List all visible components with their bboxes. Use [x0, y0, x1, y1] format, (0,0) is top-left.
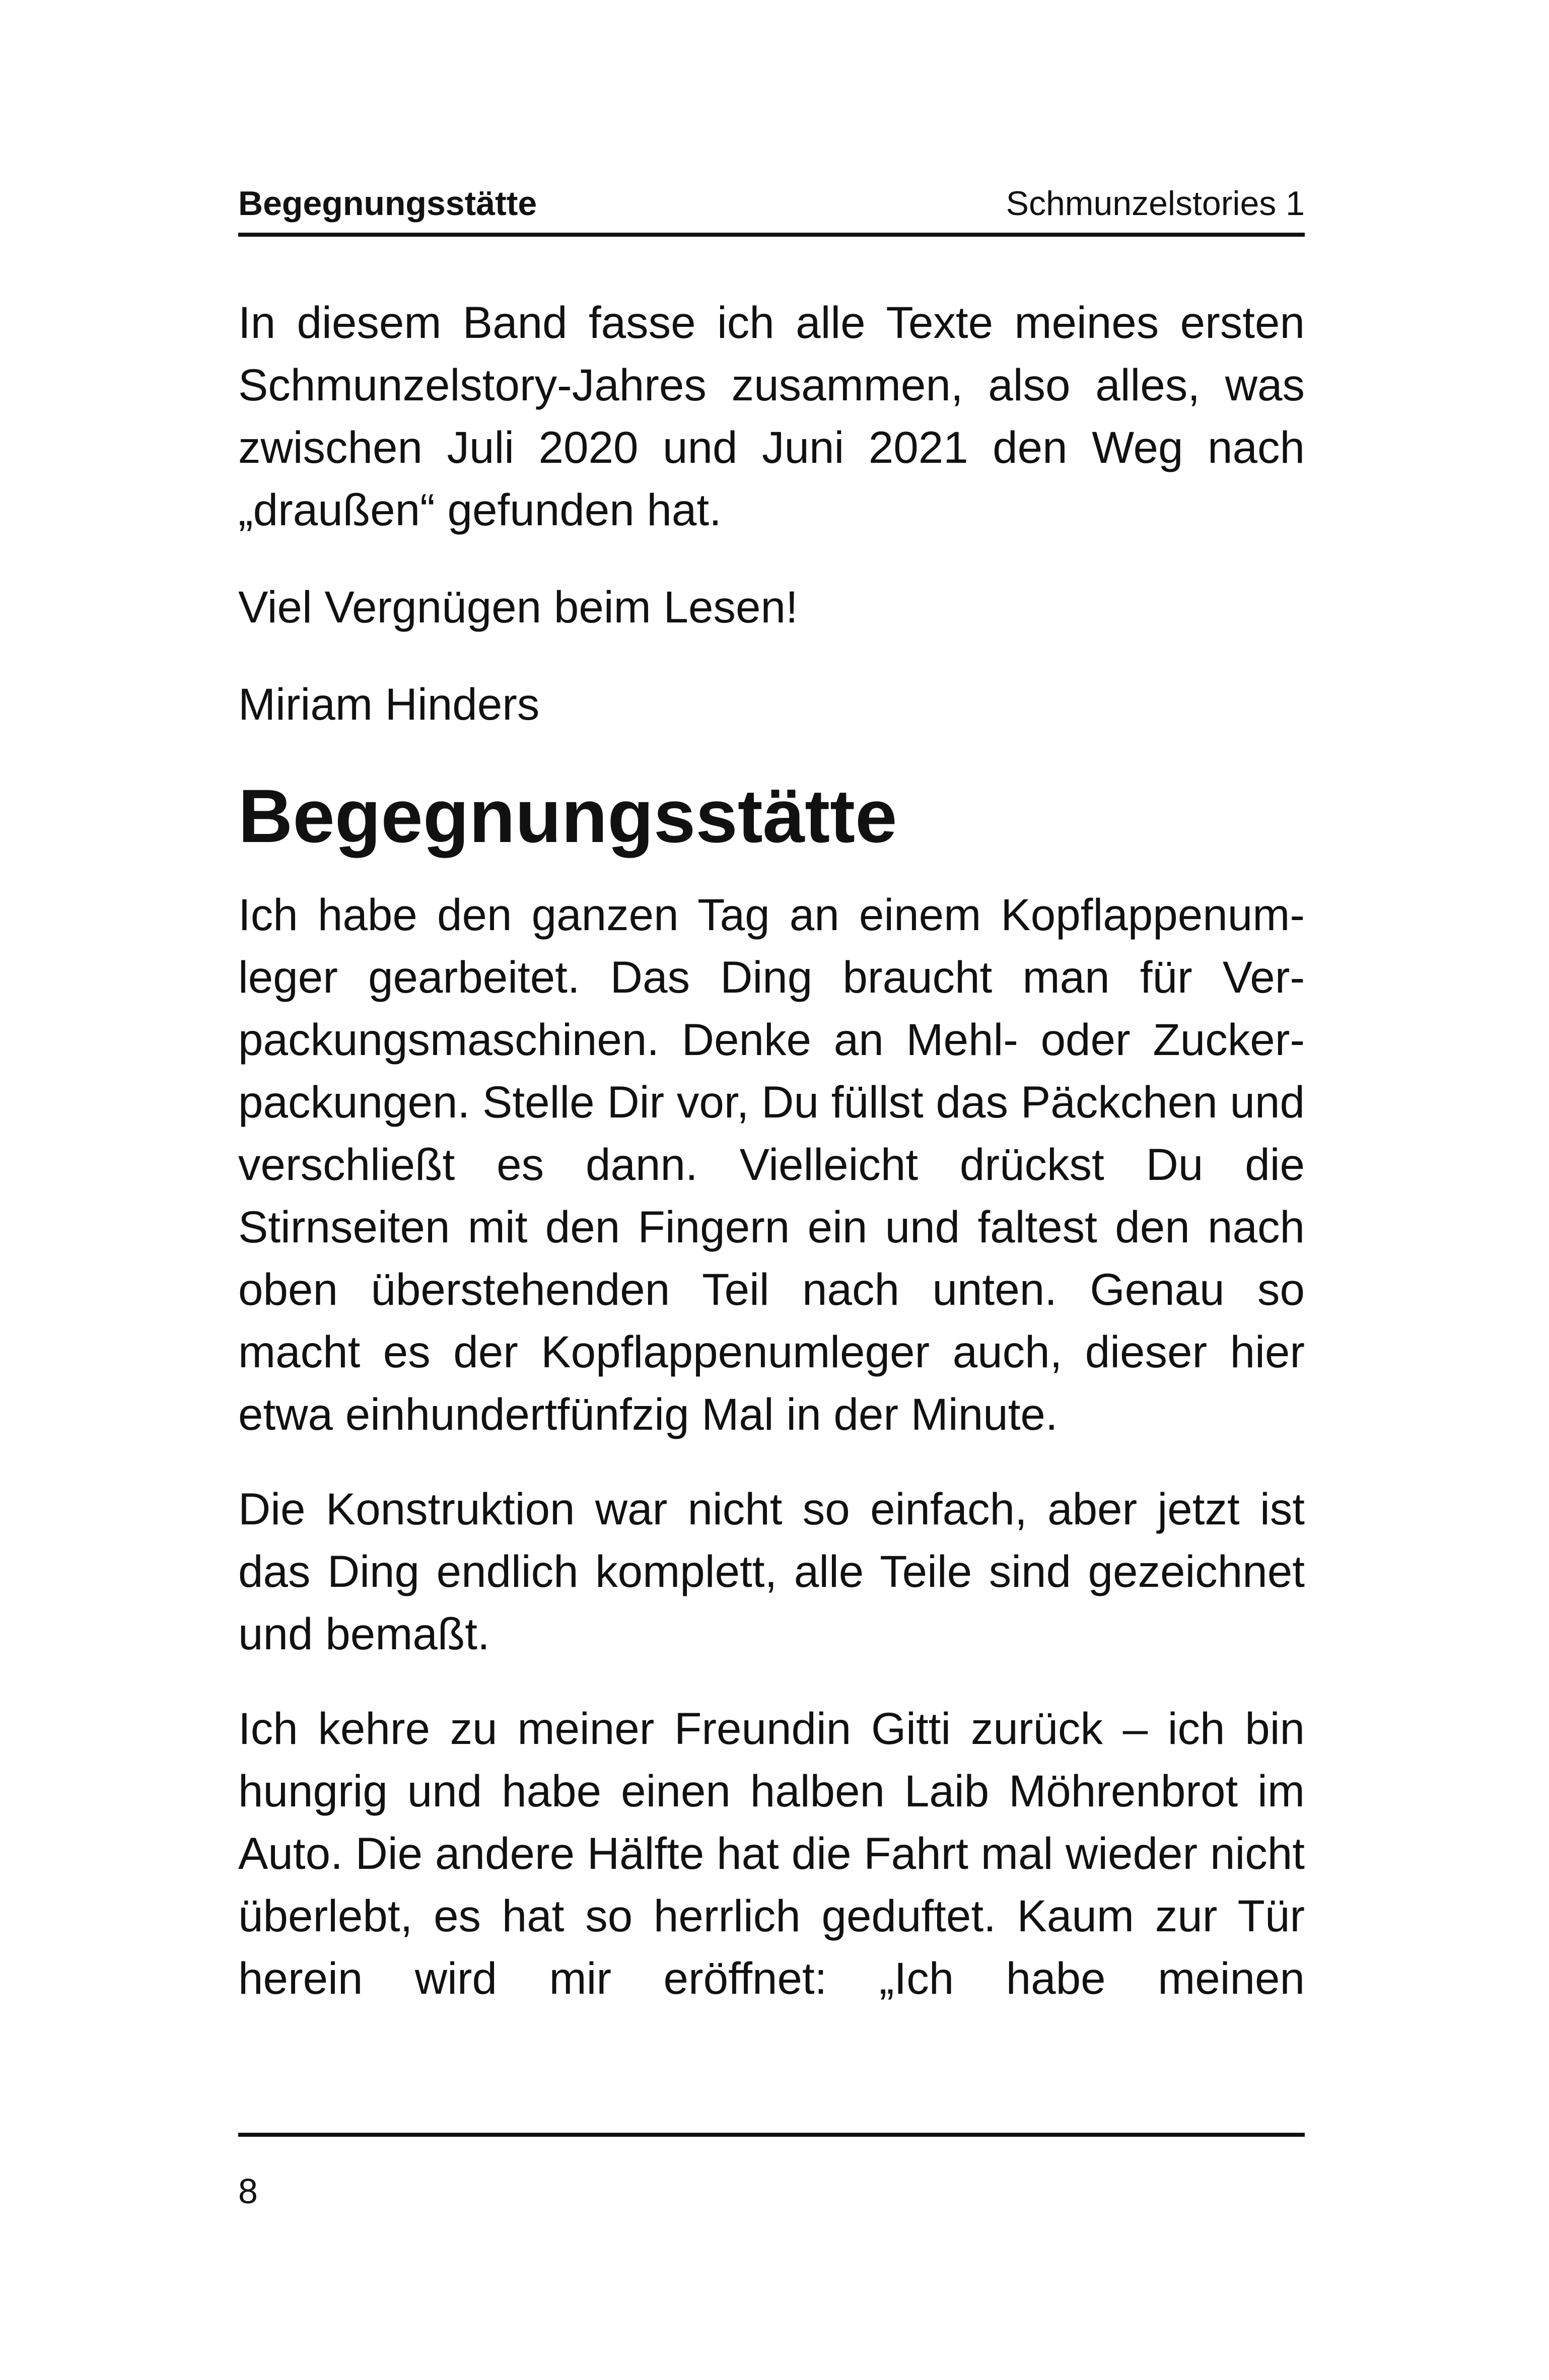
page-content	[238, 291, 1305, 2009]
chapter-paragraph-2: Die Konstruktion war nicht so einfach, aber jetzt ist das Ding endlich komplett, alle Teile sind gezeichnet und bemaßt.	[238, 1484, 1305, 1659]
page-number: 8	[238, 2172, 258, 2211]
footer-rule	[238, 2133, 1305, 2137]
header-chapter-title: Begegnungsstätte	[238, 184, 537, 223]
intro-paragraph: In diesem Band fasse ich alle Texte meines ersten Schmunzelstory-Jahres zusammen, also alles, was zwischen Juli 2020 und Juni 2021 den Weg nach „draußen“ gefunden hat.	[238, 297, 1305, 535]
chapter-title: Begegnungsstätte	[238, 774, 897, 858]
chapter-paragraph-1: Ich habe den ganzen Tag an einem Kopflappenumleger gearbeitet. Das Ding braucht man für Verpackungsmaschinen. Denke an Mehl- oder Zuckerpackungen. Stelle Dir vor, Du füllst das Päckchen und verschließt es dann. Vielleicht drückst Du die Stirnseiten mit den Fingern ein und faltest den nach oben überstehenden Teil nach unten. Genau so macht es der Kopflappenumleger auch, dieser hier etwa einhundertfünfzig Mal in der Minute.	[238, 889, 1305, 1439]
header-book-title: Schmunzelstories 1	[1006, 184, 1305, 223]
running-header	[238, 176, 1305, 237]
chapter-paragraph-3: Ich kehre zu meiner Freundin Gitti zurück – ich bin hungrig und habe einen halben Laib Möhrenbrot im Auto. Die andere Hälfte hat die Fahrt mal wieder nicht überlebt, es hat so herrlich geduftet. Kaum zur Tür herein wird mir eröffnet: „Ich habe meinen	[238, 1703, 1305, 2003]
intro-signature: Miriam Hinders	[238, 679, 540, 729]
intro-greeting: Viel Vergnügen beim Lesen!	[238, 582, 798, 632]
